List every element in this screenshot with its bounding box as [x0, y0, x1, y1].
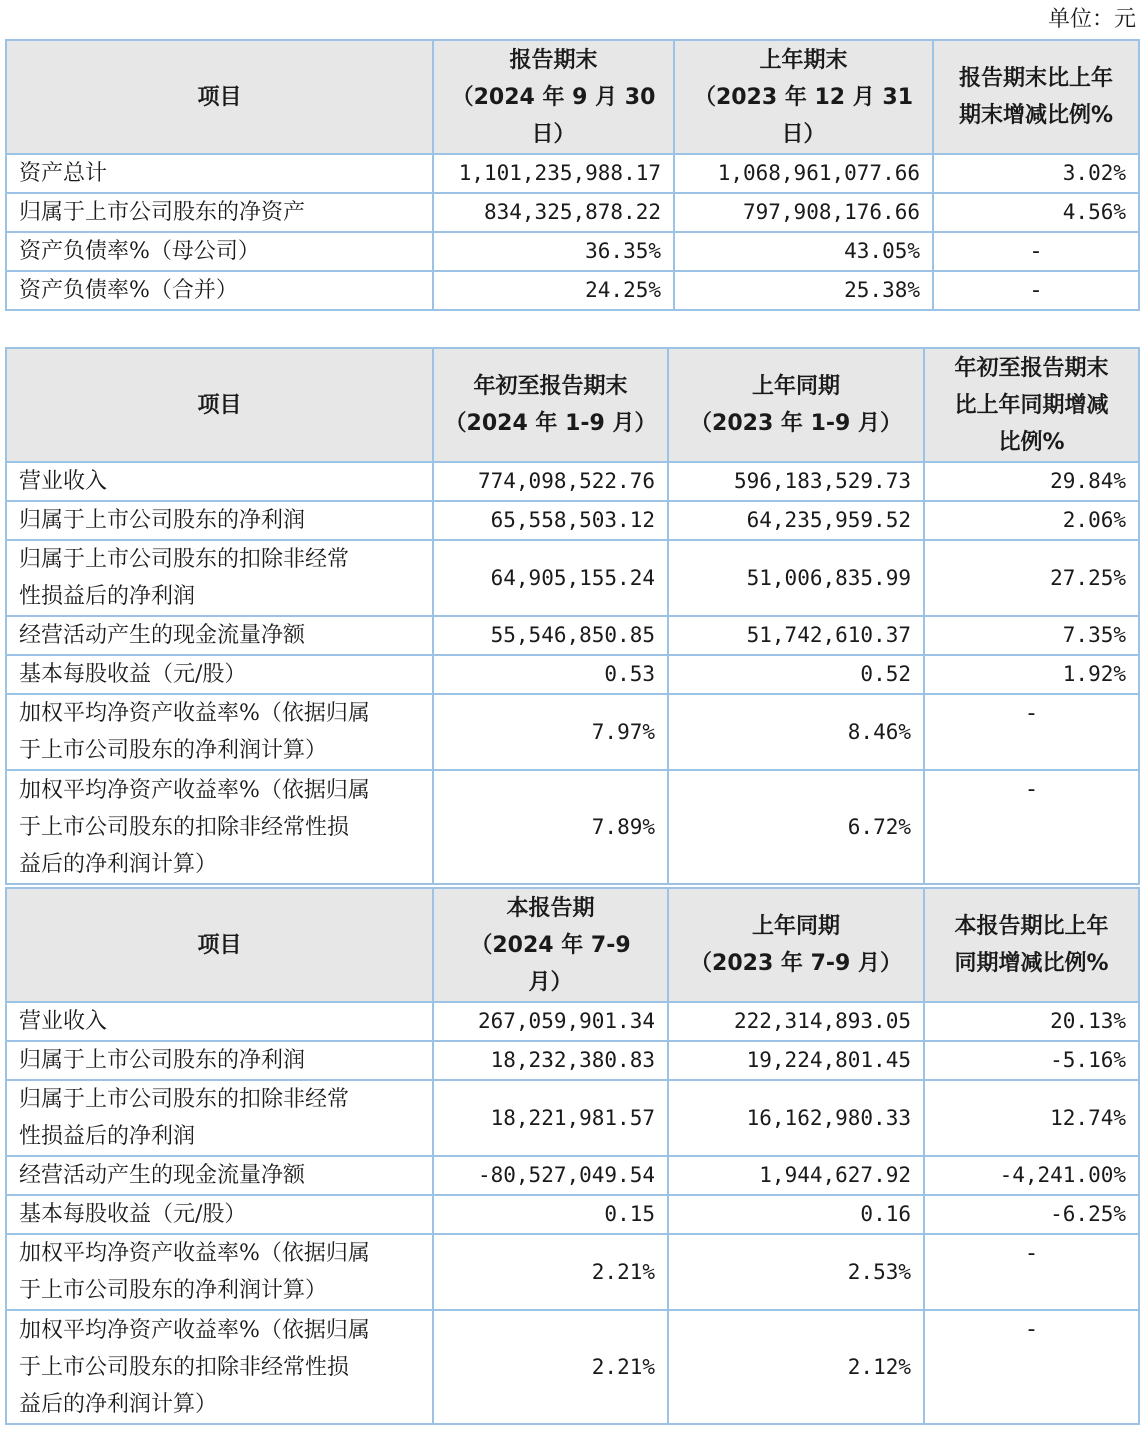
- value-cell: 797,908,176.66: [674, 193, 933, 232]
- value-cell: 29.84%: [924, 462, 1139, 501]
- column-header: [668, 888, 924, 1002]
- column-header: [6, 348, 433, 462]
- table-row: [6, 154, 1139, 193]
- column-header-line: 上年同期: [751, 374, 840, 399]
- column-header-line: 项目: [197, 932, 242, 958]
- row-label-line: 资产负债率%（母公司）: [19, 239, 260, 264]
- row-label: [6, 154, 433, 193]
- row-label-line: 经营活动产生的现金流量净额: [19, 1163, 306, 1188]
- table-row: [6, 271, 1139, 310]
- row-label-line: 基本每股收益（元/股）: [19, 1202, 247, 1227]
- value-cell: 64,235,959.52: [668, 501, 924, 540]
- column-header-line: （2023 年 7-9 月）: [690, 951, 902, 976]
- column-header-line: （2023 年 1-9 月）: [690, 411, 902, 436]
- column-header-line: 期末增减比例%: [958, 103, 1114, 128]
- row-label-line: 归属于上市公司股东的扣除非经常: [19, 1087, 350, 1112]
- row-label-line: 资产负债率%（合并）: [19, 278, 238, 303]
- column-header: [433, 888, 668, 1002]
- column-header-line: （2024 年 9 月 30: [451, 84, 656, 110]
- row-label-line: 益后的净利润计算）: [19, 1391, 218, 1417]
- value-cell: 0.16: [668, 1195, 924, 1234]
- table-row: [6, 501, 1139, 540]
- column-header: [433, 40, 674, 154]
- value-cell: 0.52: [668, 655, 924, 694]
- row-label-line: 性损益后的净利润: [19, 1124, 196, 1149]
- value-cell: 36.35%: [433, 232, 674, 271]
- row-label-line: 归属于上市公司股东的净资产: [19, 200, 306, 225]
- value-cell: 2.53%: [668, 1234, 924, 1310]
- row-label: [6, 1195, 433, 1234]
- table-row: [6, 694, 1139, 770]
- value-cell: 1.92%: [924, 655, 1139, 694]
- value-cell: -4,241.00%: [924, 1156, 1139, 1195]
- header-row: [6, 348, 1139, 462]
- column-header-line: 比例%: [998, 429, 1065, 455]
- ytd-income-table: [5, 347, 1140, 885]
- value-cell: -: [924, 694, 1139, 770]
- row-label-line: 归属于上市公司股东的净利润: [19, 1048, 306, 1073]
- row-label-line: 加权平均净资产收益率%（依据归属: [19, 701, 370, 726]
- value-cell: 267,059,901.34: [433, 1002, 668, 1041]
- value-cell: 6.72%: [668, 770, 924, 884]
- value-cell: -80,527,049.54: [433, 1156, 668, 1195]
- row-label-line: 性损益后的净利润: [19, 584, 196, 609]
- table-row: [6, 540, 1139, 616]
- column-header-line: 月）: [528, 969, 573, 995]
- value-cell: 3.02%: [933, 154, 1139, 193]
- column-header-line: 同期增减比例%: [954, 951, 1109, 976]
- row-label-line: 营业收入: [19, 1009, 108, 1034]
- value-cell: 24.25%: [433, 271, 674, 310]
- unit-label: 单位：元: [1047, 7, 1136, 32]
- value-cell: 222,314,893.05: [668, 1002, 924, 1041]
- value-cell: 55,546,850.85: [433, 616, 668, 655]
- column-header-line: 本报告期比上年: [954, 914, 1109, 939]
- value-cell: 4.56%: [933, 193, 1139, 232]
- value-cell: 20.13%: [924, 1002, 1139, 1041]
- value-cell: 8.46%: [668, 694, 924, 770]
- row-label-line: 于上市公司股东的扣除非经常性损: [19, 1354, 350, 1380]
- row-label: [6, 1002, 433, 1041]
- table-row: [6, 462, 1139, 501]
- row-label: [6, 462, 433, 501]
- value-cell: -: [924, 1310, 1139, 1424]
- value-cell: 65,558,503.12: [433, 501, 668, 540]
- value-cell: 51,742,610.37: [668, 616, 924, 655]
- table-row: [6, 1041, 1139, 1080]
- balance-sheet-table: [5, 39, 1140, 311]
- table-row: [6, 1310, 1139, 1424]
- value-cell: 1,068,961,077.66: [674, 154, 933, 193]
- row-label: [6, 271, 433, 310]
- value-cell: -: [933, 271, 1139, 310]
- value-cell: 7.35%: [924, 616, 1139, 655]
- column-header-line: （2023 年 12 月 31: [693, 84, 914, 110]
- row-label: [6, 694, 433, 770]
- column-header-line: （2024 年 1-9 月）: [444, 411, 657, 436]
- value-cell: 834,325,878.22: [433, 193, 674, 232]
- column-header: [924, 348, 1139, 462]
- value-cell: 0.53: [433, 655, 668, 694]
- value-cell: 16,162,980.33: [668, 1080, 924, 1156]
- value-cell: 2.21%: [433, 1310, 668, 1424]
- table-row: [6, 193, 1139, 232]
- column-header-line: 项目: [197, 392, 242, 418]
- value-cell: -: [924, 1234, 1139, 1310]
- table-row: [6, 616, 1139, 655]
- column-header: [674, 40, 933, 154]
- quarter-income-table: [5, 887, 1140, 1425]
- column-header-line: 项目: [197, 84, 242, 110]
- value-cell: -5.16%: [924, 1041, 1139, 1080]
- value-cell: 64,905,155.24: [433, 540, 668, 616]
- table-row: [6, 1195, 1139, 1234]
- row-label-line: 于上市公司股东的净利润计算）: [19, 1278, 328, 1303]
- column-header: [933, 40, 1139, 154]
- header-row: [6, 40, 1139, 154]
- row-label-line: 加权平均净资产收益率%（依据归属: [19, 1317, 370, 1343]
- value-cell: 1,944,627.92: [668, 1156, 924, 1195]
- row-label: [6, 1156, 433, 1195]
- column-header-line: 报告期末: [509, 47, 598, 73]
- row-label-line: 于上市公司股东的扣除非经常性损: [19, 814, 350, 840]
- row-label-line: 加权平均净资产收益率%（依据归属: [19, 777, 370, 803]
- table-row: [6, 770, 1139, 884]
- column-header-line: 本报告期: [506, 895, 595, 921]
- table-row: [6, 1080, 1139, 1156]
- value-cell: 7.97%: [433, 694, 668, 770]
- row-label-line: 资产总计: [19, 161, 108, 186]
- row-label: [6, 1310, 433, 1424]
- table-row: [6, 655, 1139, 694]
- row-label: [6, 1041, 433, 1080]
- row-label: [6, 232, 433, 271]
- value-cell: -6.25%: [924, 1195, 1139, 1234]
- row-label: [6, 616, 433, 655]
- value-cell: 12.74%: [924, 1080, 1139, 1156]
- row-label-line: 基本每股收益（元/股）: [19, 662, 247, 687]
- column-header-line: 日）: [781, 121, 826, 147]
- value-cell: 18,232,380.83: [433, 1041, 668, 1080]
- table-row: [6, 1156, 1139, 1195]
- column-header-line: 年初至报告期末: [473, 374, 628, 399]
- row-label-line: 归属于上市公司股东的净利润: [19, 508, 306, 533]
- column-header: [924, 888, 1139, 1002]
- value-cell: -: [933, 232, 1139, 271]
- row-label-line: 益后的净利润计算）: [19, 851, 218, 877]
- column-header: [6, 888, 433, 1002]
- value-cell: 25.38%: [674, 271, 933, 310]
- table-row: [6, 1002, 1139, 1041]
- column-header-line: 上年期末: [759, 47, 848, 73]
- row-label-line: 加权平均净资产收益率%（依据归属: [19, 1241, 370, 1266]
- column-header-line: 比上年同期增减: [954, 392, 1109, 418]
- value-cell: 51,006,835.99: [668, 540, 924, 616]
- column-header: [6, 40, 433, 154]
- row-label-line: 归属于上市公司股东的扣除非经常: [19, 547, 350, 572]
- value-cell: 0.15: [433, 1195, 668, 1234]
- row-label: [6, 1080, 433, 1156]
- column-header-line: 报告期末比上年: [958, 66, 1113, 91]
- column-header: [433, 348, 668, 462]
- column-header-line: （2024 年 7-9: [470, 932, 631, 958]
- column-header-line: 上年同期: [751, 914, 840, 939]
- column-header-line: 年初至报告期末: [954, 355, 1109, 381]
- row-label: [6, 193, 433, 232]
- column-header: [668, 348, 924, 462]
- row-label: [6, 501, 433, 540]
- value-cell: 27.25%: [924, 540, 1139, 616]
- row-label: [6, 1234, 433, 1310]
- value-cell: 19,224,801.45: [668, 1041, 924, 1080]
- value-cell: 2.12%: [668, 1310, 924, 1424]
- header-row: [6, 888, 1139, 1002]
- value-cell: 596,183,529.73: [668, 462, 924, 501]
- row-label-line: 经营活动产生的现金流量净额: [19, 623, 306, 648]
- value-cell: 1,101,235,988.17: [433, 154, 674, 193]
- row-label: [6, 540, 433, 616]
- value-cell: 774,098,522.76: [433, 462, 668, 501]
- value-cell: 18,221,981.57: [433, 1080, 668, 1156]
- value-cell: 2.21%: [433, 1234, 668, 1310]
- row-label: [6, 770, 433, 884]
- column-header-line: 日）: [531, 121, 576, 147]
- value-cell: 43.05%: [674, 232, 933, 271]
- value-cell: -: [924, 770, 1139, 884]
- table-row: [6, 232, 1139, 271]
- value-cell: 7.89%: [433, 770, 668, 884]
- row-label-line: 于上市公司股东的净利润计算）: [19, 738, 328, 763]
- row-label: [6, 655, 433, 694]
- value-cell: 2.06%: [924, 501, 1139, 540]
- table-row: [6, 1234, 1139, 1310]
- row-label-line: 营业收入: [19, 469, 108, 494]
